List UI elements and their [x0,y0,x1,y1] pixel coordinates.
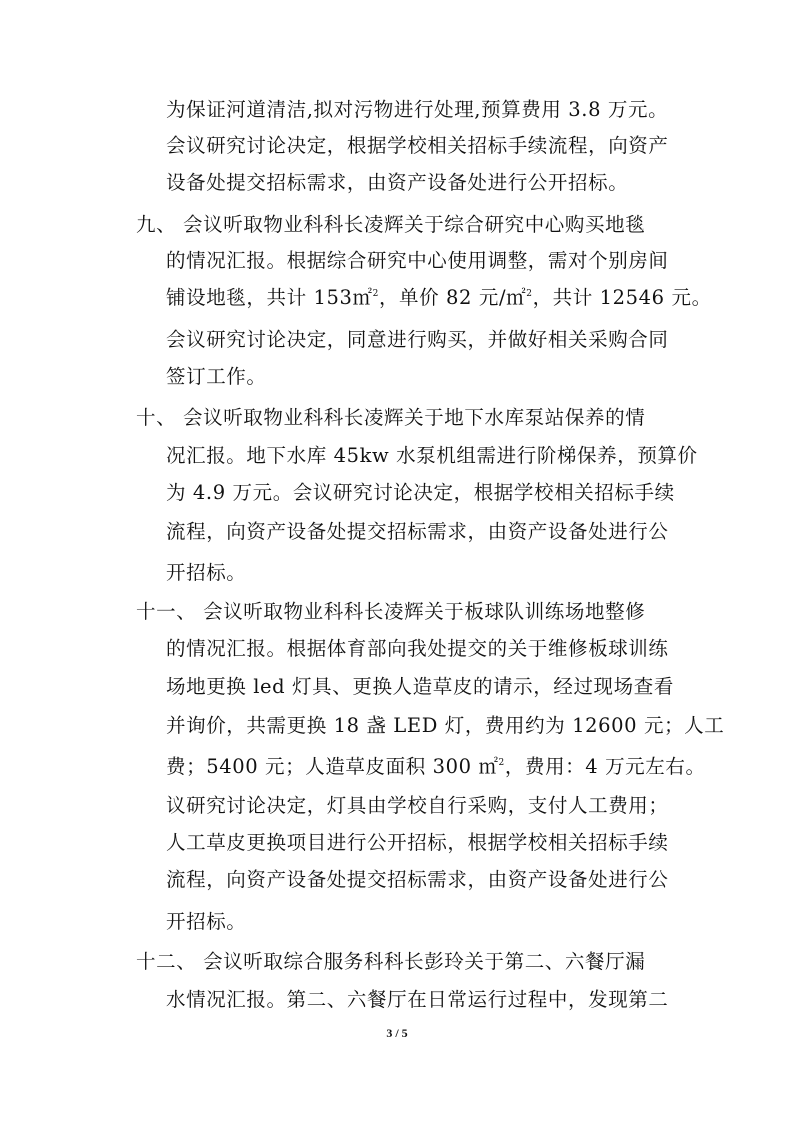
text-line-22: 开招标。 [166,910,247,933]
text-line-24: 水情况汇报。第二、六餐厅在日常运行过程中，发现第二 [166,988,669,1011]
text-line-8: 签订工作。 [166,365,267,388]
text-fragment: ，共计 12546 元。 [532,286,712,309]
text-line-4: 九、 会议听取物业科科长凌辉关于综合研究中心购买地毯 [136,213,646,236]
text-line-13: 开招标。 [166,561,247,584]
text-fragment: ，单价 82 元/㎡ [378,286,527,309]
text-line-20: 人工草皮更换项目进行公开招标，根据学校相关招标手续 [166,831,669,854]
text-fragment: ，费用：4 万元左右。 [504,755,706,778]
text-line-23: 十二、 会议听取综合服务科科长彭玲关于第二、六餐厅漏 [136,950,646,973]
superscript: 2 [498,758,505,768]
text-line-1: 为保证河道清洁,拟对污物进行处理,预算费用 3.8 万元。 [166,98,669,121]
text-fragment: 费；5400 元；人造草皮面积 300 ㎡ [166,755,499,778]
superscript: 2 [372,289,379,299]
text-line-21: 流程，向资产设备处提交招标需求，由资产设备处进行公 [166,868,669,891]
text-line-11: 为 4.9 万元。会议研究讨论决定，根据学校相关招标手续 [166,481,675,504]
page-number: 3 / 5 [386,1026,408,1040]
text-line-18 [166,755,706,779]
text-line-19: 议研究讨论决定，灯具由学校自行采购，支付人工费用； [166,794,669,817]
text-line-16: 场地更换 led 灯具、更换人造草皮的请示，经过现场查看 [166,675,674,698]
text-line-15: 的情况汇报。根据体育部向我处提交的关于维修板球训练 [166,637,669,660]
text-line-3: 设备处提交招标需求，由资产设备处进行公开招标。 [166,171,629,194]
text-line-12: 流程，向资产设备处提交招标需求，由资产设备处进行公 [166,520,669,543]
text-line-17: 并询价，共需更换 18 盏 LED 灯，费用约为 12600 元；人工 [166,714,725,737]
text-line-5: 的情况汇报。根据综合研究中心使用调整，需对个别房间 [166,249,669,272]
text-fragment: 铺设地毯，共计 153㎡ [166,286,373,309]
text-line-10: 况汇报。地下水库 45kw 水泵机组需进行阶梯保养，预算价 [166,444,698,467]
superscript: 2 [526,289,533,299]
text-line-9: 十、 会议听取物业科科长凌辉关于地下水库泵站保养的情 [136,406,646,429]
text-line-6 [166,286,712,310]
text-line-14: 十一、 会议听取物业科科长凌辉关于板球队训练场地整修 [136,600,646,623]
text-line-2: 会议研究讨论决定，根据学校相关招标手续流程，向资产 [166,134,669,157]
text-line-7: 会议研究讨论决定，同意进行购买，并做好相关采购合同 [166,328,669,351]
